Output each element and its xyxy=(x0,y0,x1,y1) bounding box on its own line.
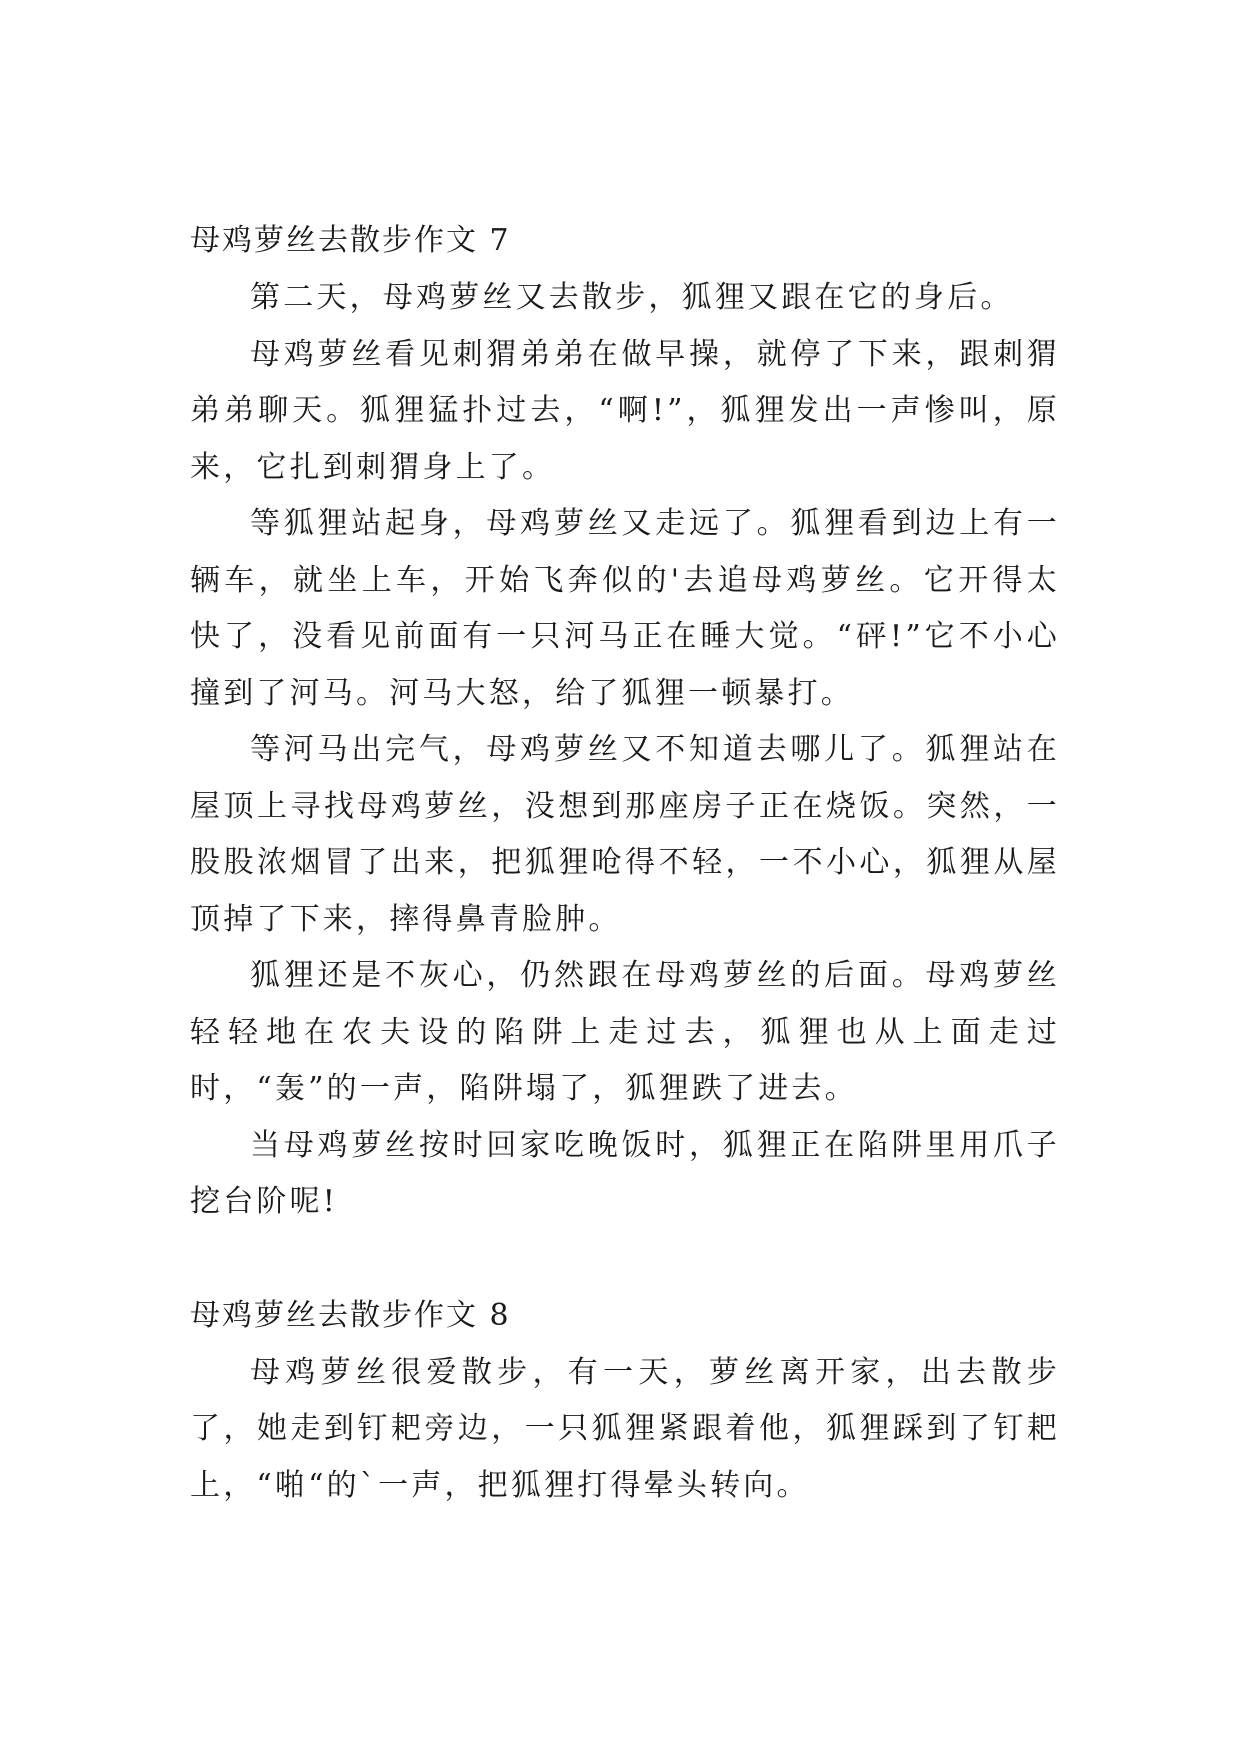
paragraph: 当母鸡萝丝按时回家吃晚饭时，狐狸正在陷阱里用爪子挖台阶呢! xyxy=(190,1127,1060,1219)
essay-8 xyxy=(190,1287,1060,1515)
paragraph: 第二天，母鸡萝丝又去散步，狐狸又跟在它的身后。 xyxy=(250,280,1014,315)
section-spacer xyxy=(190,1231,1060,1287)
paragraph: 等狐狸站起身，母鸡萝丝又走远了。狐狸看到边上有一辆车，就坐上车，开始飞奔似的'去追母鸡萝丝。它开得太快了，没看见前面有一只河马正在睡大觉。“砰!”它不小心撞到了河马。河马大怒，给了狐狸一顿暴打。 xyxy=(190,506,1060,711)
essay-title: 母鸡萝丝去散步作文 7 xyxy=(190,223,511,258)
essay-7 xyxy=(190,212,1060,1231)
document-page xyxy=(190,212,1060,1514)
essay-title: 母鸡萝丝去散步作文 8 xyxy=(190,1297,511,1333)
paragraph: 母鸡萝丝看见刺猬弟弟在做早操，就停了下来，跟刺猬弟弟聊天。狐狸猛扑过去，“啊!”，狐狸发出一声惨叫，原来，它扎到刺猬身上了。 xyxy=(190,336,1060,485)
paragraph: 狐狸还是不灰心，仍然跟在母鸡萝丝的后面。母鸡萝丝轻轻地在农夫设的陷阱上走过去，狐狸也从上面走过时，“轰”的一声，陷阱塌了，狐狸跌了进去。 xyxy=(190,958,1060,1106)
paragraph: 母鸡萝丝很爱散步，有一天，萝丝离开家，出去散步了，她走到钉耙旁边，一只狐狸紧跟着他，狐狸踩到了钉耙上，“啪“的`一声，把狐狸打得晕头转向。 xyxy=(190,1354,1060,1503)
paragraph: 等河马出完气，母鸡萝丝又不知道去哪儿了。狐狸站在屋顶上寻找母鸡萝丝，没想到那座房子正在烧饭。突然，一股股浓烟冒了出来，把狐狸呛得不轻，一不小心，狐狸从屋顶掉了下来，摔得鼻青脸肿。 xyxy=(190,732,1060,937)
